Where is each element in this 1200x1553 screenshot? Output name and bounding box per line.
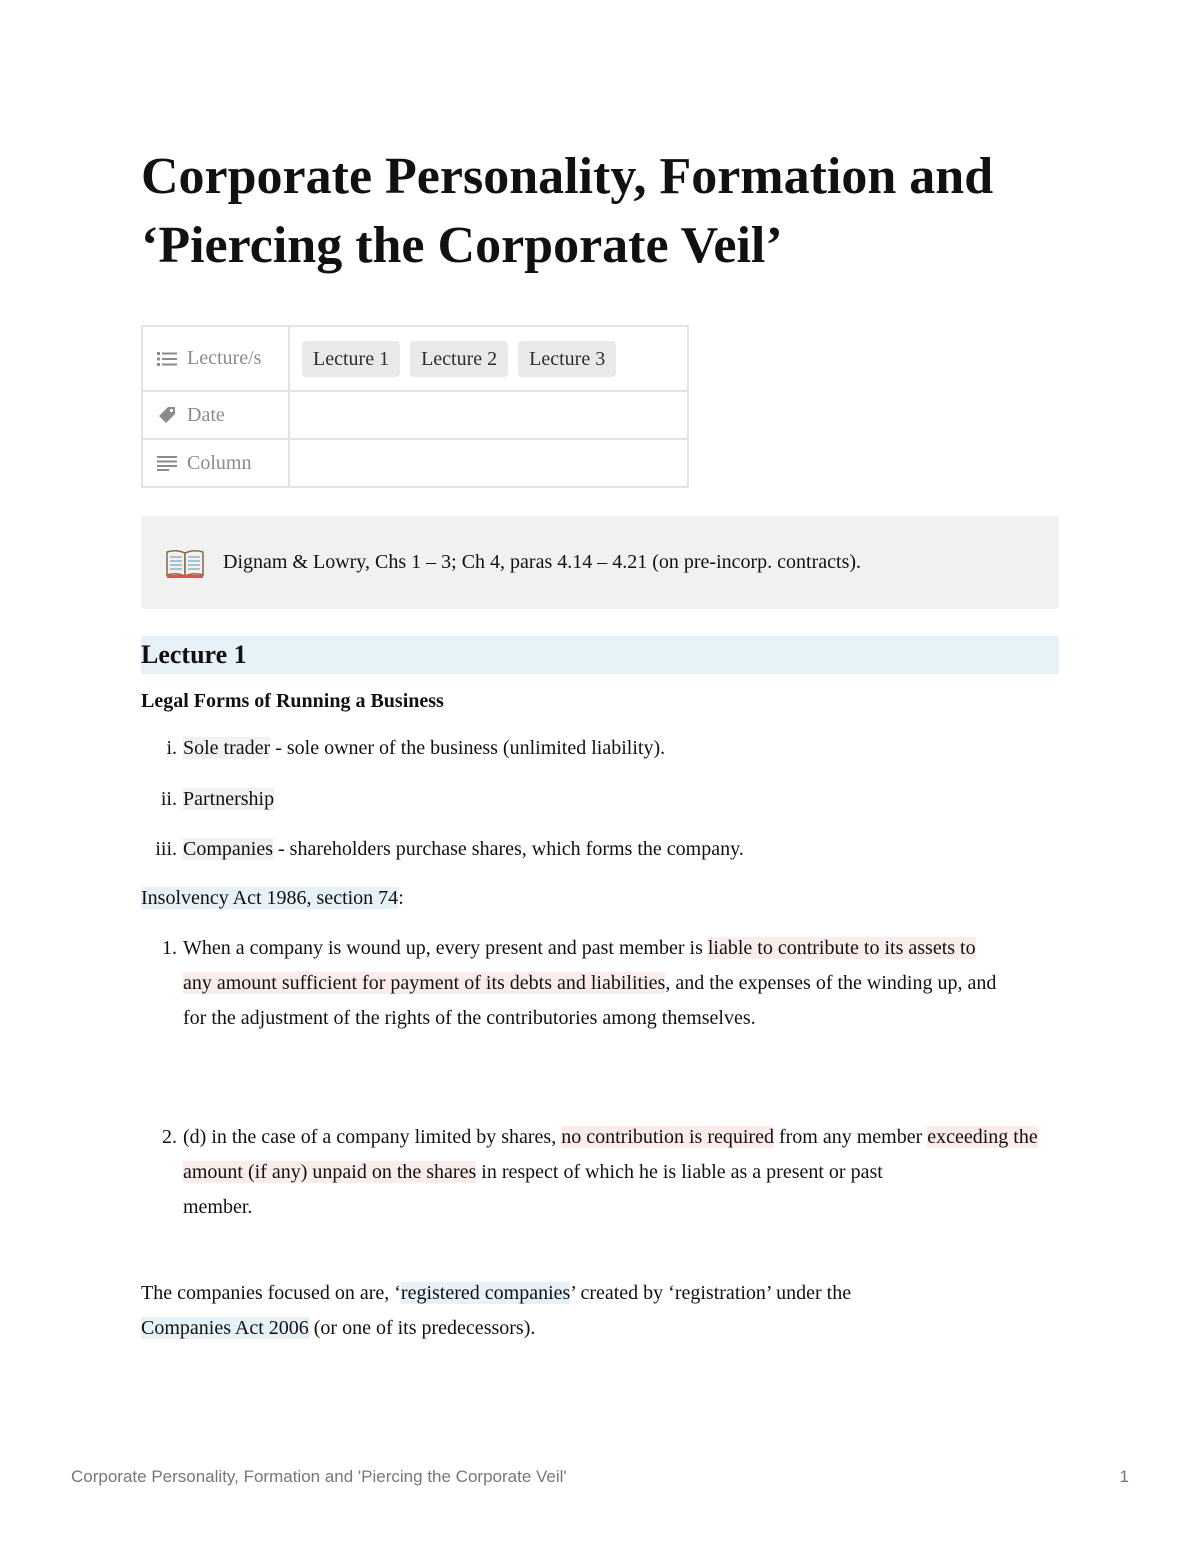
term-companies: Companies bbox=[183, 838, 273, 860]
property-value-lectures[interactable] bbox=[289, 326, 688, 391]
property-row-lectures bbox=[142, 326, 688, 391]
property-label-date: Date bbox=[187, 403, 225, 426]
term-partnership: Partnership bbox=[183, 788, 275, 810]
section-subheading: Legal Forms of Running a Business bbox=[141, 690, 444, 712]
text-lines-icon bbox=[155, 451, 179, 475]
property-label-lectures: Lecture/s bbox=[187, 347, 262, 369]
property-value-date[interactable] bbox=[289, 391, 688, 439]
list-marker: 1. bbox=[162, 937, 177, 959]
list-item: iii. Companies - shareholders purchase shares, which forms the company. bbox=[141, 832, 1059, 867]
footer-title: Corporate Personality, Formation and 'Piercing the Corporate Veil' bbox=[71, 1467, 567, 1486]
list-icon bbox=[155, 347, 179, 371]
list-marker: 2. bbox=[162, 1126, 177, 1148]
properties-table bbox=[141, 325, 689, 488]
closing-paragraph: The companies focused on are, ‘registered companies’ created by ‘registration’ under the Companies Act 2006 (or one of its predecessors). bbox=[141, 1282, 852, 1339]
tag-icon bbox=[155, 403, 179, 427]
list-item: 1. When a company is wound up, every present and past member is liable to contribute to its assets to any amount sufficient for payment of its debts and liabilities, and the expenses of the winding up, and for the adjustment of the rights of the contributories among themselves. bbox=[141, 931, 1059, 1036]
property-value-column[interactable] bbox=[289, 439, 688, 487]
lecture-tag-1[interactable]: Lecture 1 bbox=[302, 341, 400, 377]
property-row-column bbox=[142, 439, 688, 487]
page-title: Corporate Personality, Formation and ‘Piercing the Corporate Veil’ bbox=[141, 148, 994, 274]
property-label-column: Column bbox=[187, 451, 252, 474]
list-item bbox=[141, 782, 1059, 817]
open-book-icon bbox=[165, 546, 205, 580]
list-item: 2. (d) in the case of a company limited by shares, no contribution is required from any member exceeding the amount (if any) unpaid on the shares in respect of which he is liable as a present or past member. bbox=[141, 1120, 1059, 1225]
callout-text: Dignam & Lowry, Chs 1 – 3; Ch 4, paras 4.14 – 4.21 (on pre-incorp. contracts). bbox=[223, 551, 862, 573]
page-number: 1 bbox=[1119, 1467, 1129, 1486]
property-row-date bbox=[142, 391, 688, 439]
section-heading: Lecture 1 bbox=[141, 636, 1059, 674]
list-item: i. Sole trader - sole owner of the business (unlimited liability). bbox=[141, 731, 1059, 766]
list-marker: iii. bbox=[155, 838, 177, 860]
list-marker: i. bbox=[166, 737, 177, 759]
reading-callout bbox=[141, 516, 1059, 609]
lecture-tag-3[interactable]: Lecture 3 bbox=[518, 341, 616, 377]
lecture-tag-2[interactable]: Lecture 2 bbox=[410, 341, 508, 377]
act-reference: Insolvency Act 1986, section 74: bbox=[141, 887, 404, 909]
list-marker: ii. bbox=[160, 788, 177, 810]
term-sole-trader: Sole trader bbox=[183, 737, 271, 759]
